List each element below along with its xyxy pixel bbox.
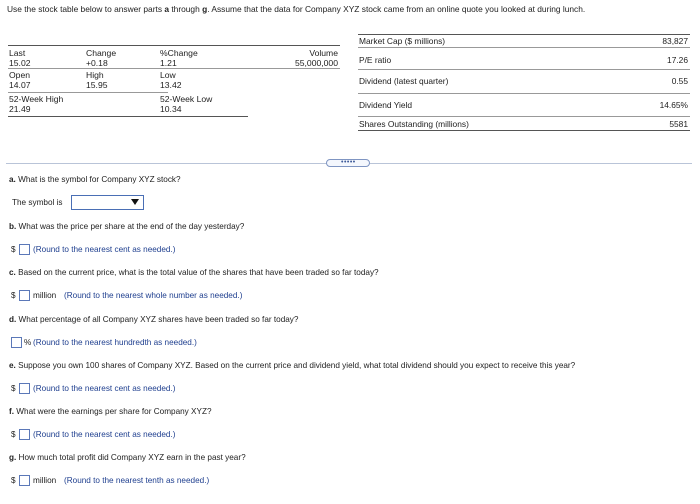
dividend-label: Dividend (latest quarter) — [359, 76, 449, 86]
market-cap-label: Market Cap ($ millions) — [359, 36, 446, 46]
answer-b-hint: (Round to the nearest cent as needed.) — [33, 245, 176, 254]
quote-rule-1 — [8, 68, 340, 69]
change-label: Change — [86, 48, 117, 58]
pe-ratio-value: 17.26 — [667, 55, 688, 65]
answer-d-hint: (Round to the nearest hundredth as needed.) — [33, 338, 197, 347]
question-e-letter: e. — [9, 361, 16, 370]
answer-e-hint: (Round to the nearest cent as needed.) — [33, 384, 176, 393]
dividend-yield-value: 14.65% — [659, 100, 688, 110]
quote-top-rule — [8, 45, 340, 46]
stats-bottom-rule — [358, 130, 690, 131]
wk52-low-value: 10.34 — [160, 104, 182, 114]
symbol-prompt: The symbol is — [12, 198, 63, 207]
symbol-dropdown[interactable] — [71, 195, 144, 210]
pct-change-label: %Change — [160, 48, 198, 58]
divider-expand-handle[interactable] — [326, 159, 370, 167]
stats-rule-4 — [358, 116, 690, 117]
shares-outstanding-value: 5581 — [669, 119, 688, 129]
answer-e-dollar: $ — [11, 384, 16, 393]
dividend-value: 0.55 — [671, 76, 688, 86]
question-g-text: How much total profit did Company XYZ earn in the past year? — [16, 453, 246, 462]
question-a-letter: a. — [9, 175, 16, 184]
answer-g-dollar: $ — [11, 476, 16, 485]
question-d-text: What percentage of all Company XYZ shares have been traded so far today? — [16, 315, 299, 324]
answer-c-input[interactable] — [19, 290, 30, 301]
low-label: Low — [160, 70, 176, 80]
answer-c-unit: million — [33, 291, 57, 300]
low-value: 13.42 — [160, 80, 182, 90]
question-c-letter: c. — [9, 268, 16, 277]
wk52-high-value: 21.49 — [9, 104, 31, 114]
volume-label: Volume — [309, 48, 338, 58]
question-f-text: What were the earnings per share for Company XYZ? — [14, 407, 212, 416]
wk52-high-label: 52-Week High — [9, 94, 64, 104]
pct-change-value: 1.21 — [160, 58, 177, 68]
stats-rule-1 — [358, 47, 690, 48]
intro-pre: Use the stock table below to answer parts — [7, 4, 165, 14]
answer-g-input[interactable] — [19, 475, 30, 486]
wk52-low-label: 52-Week Low — [160, 94, 213, 104]
change-value: +0.18 — [86, 58, 108, 68]
high-value: 15.95 — [86, 80, 108, 90]
answer-c-hint: (Round to the nearest whole number as needed.) — [64, 291, 243, 300]
question-e-text: Suppose you own 100 shares of Company XYZ. Based on the current price and dividend yield, what total dividend should you expect to receive this year? — [15, 361, 576, 370]
market-cap-value: 83,827 — [662, 36, 688, 46]
volume-value: 55,000,000 — [294, 58, 338, 68]
question-d-letter: d. — [9, 315, 17, 324]
quote-rule-2 — [8, 92, 168, 93]
last-label: Last — [9, 48, 26, 58]
pe-ratio-label: P/E ratio — [359, 55, 392, 65]
question-a-text: What is the symbol for Company XYZ stock? — [15, 175, 181, 184]
question-g-letter: g. — [9, 453, 17, 462]
answer-f-hint: (Round to the nearest cent as needed.) — [33, 430, 176, 439]
instructions-text — [7, 4, 585, 14]
ellipsis-icon: ••••• — [341, 159, 356, 166]
answer-g-unit: million — [33, 476, 57, 485]
answer-f-dollar: $ — [11, 430, 16, 439]
question-b-letter: b. — [9, 222, 17, 231]
question-d — [9, 315, 298, 324]
answer-b-dollar: $ — [11, 245, 16, 254]
high-label: High — [86, 70, 104, 80]
question-b-text: What was the price per share at the end of the day yesterday? — [16, 222, 245, 231]
dividend-yield-label: Dividend Yield — [359, 100, 413, 110]
question-a — [9, 175, 181, 184]
question-f — [9, 407, 212, 416]
answer-g-hint: (Round to the nearest tenth as needed.) — [64, 476, 210, 485]
answer-f-input[interactable] — [19, 429, 30, 440]
open-value: 14.07 — [9, 80, 31, 90]
question-g — [9, 453, 246, 462]
dropdown-arrow-icon — [131, 199, 139, 205]
question-b — [9, 222, 244, 231]
intro-part-g: g — [202, 4, 208, 14]
shares-outstanding-label: Shares Outstanding (millions) — [359, 119, 469, 129]
intro-post: . Assume that the data for Company XYZ stock came from an online quote you looked at during lunch. — [207, 4, 586, 14]
question-f-letter: f. — [9, 407, 15, 416]
answer-b-input[interactable] — [19, 244, 30, 255]
question-c-text: Based on the current price, what is the total value of the shares that have been traded so far today? — [15, 268, 379, 277]
question-e — [9, 361, 575, 370]
quote-bottom-rule — [8, 116, 248, 117]
stats-top-rule — [358, 34, 690, 35]
intro-part-a: a — [164, 4, 170, 14]
answer-e-input[interactable] — [19, 383, 30, 394]
intro-mid: through — [169, 4, 203, 14]
answer-d-percent: % — [24, 338, 32, 347]
stats-rule-2 — [358, 69, 690, 70]
stats-rule-3 — [358, 93, 690, 94]
last-value: 15.02 — [9, 58, 31, 68]
answer-c-dollar: $ — [11, 291, 16, 300]
answer-d-input[interactable] — [11, 337, 22, 348]
question-c — [9, 268, 379, 277]
open-label: Open — [9, 70, 31, 80]
